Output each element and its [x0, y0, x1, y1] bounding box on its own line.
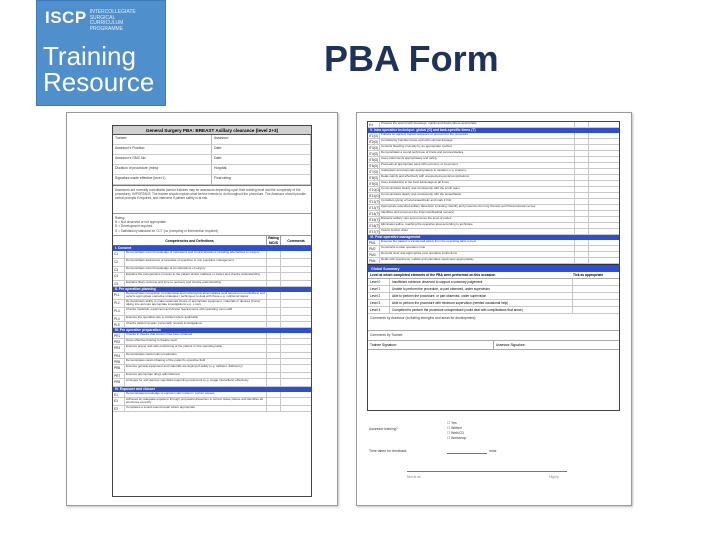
criterion-rating-cell [267, 398, 281, 405]
criterion-text: Uses instruments appropriately and safely [380, 157, 575, 162]
criterion-code: C2 [113, 259, 125, 266]
criterion-text: Ensures proper and safe positioning of the patient on the operating table [125, 345, 267, 352]
criterion-text: Demonstrates careful skin preparation [125, 353, 267, 358]
level-code: Level 2 [368, 293, 390, 299]
criterion-rating-cell [267, 333, 281, 338]
criterion-text: Consistently handles tissue well with minimal damage [380, 139, 575, 144]
criterion-comment-cell [589, 246, 619, 251]
global-summary-level-row [368, 307, 619, 314]
logo-top-row [45, 9, 146, 32]
criterion-rating-cell [575, 193, 589, 198]
criterion-code: IT16(T) [369, 224, 380, 228]
feedback-time-line [447, 453, 487, 454]
criterion-rating-cell [267, 406, 281, 411]
criterion-code: PR6 [113, 365, 125, 372]
criterion-text: Deals calmly and effectively with unexpected events/complications [380, 175, 575, 180]
criterion-rating-cell [267, 316, 281, 321]
criterion-code: IT12(T) [369, 200, 380, 204]
criterion-rating-cell [267, 365, 281, 372]
level-description: Unable to perform the procedure, or part observed, under supervision [390, 286, 573, 292]
criterion-comment-cell [281, 267, 311, 272]
criterion-comment-cell [589, 258, 619, 263]
criterion-rating-cell [575, 181, 589, 186]
level-description: Competent to perform the procedure unsupervised (could deal with complications that arose) [390, 307, 573, 313]
pba-form-page-1 [66, 112, 338, 506]
criterion-rating-cell [267, 392, 281, 397]
criterion-text: Completes a sound wound repair where appropriate [125, 406, 267, 411]
criterion-comment-cell [589, 205, 619, 210]
criterion-text: Achieves an adequate exposure through purposeful dissection in correct tissue planes and identifies all structures correctly [125, 398, 267, 405]
assessor-training-section [367, 413, 620, 493]
criterion-rating-cell [575, 133, 589, 138]
criterion-text: Communicates clearly and consistently with the scrub team [380, 187, 575, 192]
criterion-comment-cell [589, 229, 619, 234]
criterion-text: Proceeds at appropriate pace with economy of movement [380, 163, 575, 168]
criterion-code: PL3 [113, 308, 125, 315]
criterion-rating-cell [575, 151, 589, 156]
slide-title: PBA Form [324, 38, 499, 79]
criterion-row [113, 292, 311, 300]
rating-note-line: D = Development required [115, 224, 153, 229]
section-heading: I. Consent [113, 246, 311, 251]
criterion-code: IT15(T) [369, 218, 380, 222]
iscp-training-resource-logo [36, 0, 166, 106]
pba-form-page-2 [356, 112, 632, 506]
rating-note-line: Rating: [115, 216, 126, 220]
criterion-rating-cell [575, 199, 589, 204]
criterion-code: PR5 [113, 359, 125, 364]
criterion-comment-cell [589, 122, 619, 127]
criterion-comment-cell [281, 339, 311, 344]
criterion-rating-cell [267, 359, 281, 364]
criterion-text: Ensures the operation site is marked where applicable [125, 316, 267, 321]
criterion-code: IT10(G) [369, 188, 380, 192]
criterion-comment-cell [281, 365, 311, 372]
scale-left-label: Not at all [407, 475, 421, 479]
criterion-text: Explains the perioperative process to the patient and/or relatives or carers and checks understanding [125, 273, 267, 280]
criterion-rating-cell [575, 211, 589, 216]
level-code: Level 3 [368, 300, 390, 306]
criterion-code: PL1 [113, 292, 125, 299]
global-summary-levels [368, 279, 619, 314]
criterion-comment-cell [281, 379, 311, 386]
criterion-code: IT13(T) [369, 206, 380, 210]
training-option: ☐ Written [447, 426, 466, 431]
criterion-rating-cell [267, 259, 281, 266]
criterion-rating-cell [267, 281, 281, 286]
scale-right-label: Highly [549, 475, 559, 479]
criterion-text: Demonstrates sound knowledge of complications of surgery [125, 267, 267, 272]
competency-sections [113, 246, 311, 412]
criterion-text: Follows an agreed, logical sequence or protocol for the procedure [380, 133, 575, 138]
criterion-text: Communicates clearly and consistently with the anaesthetist [380, 193, 575, 198]
criterion-code: C5 [113, 281, 125, 286]
criterion-code: PM4 [368, 258, 380, 263]
level-code: Level 1 [368, 286, 390, 292]
criterion-code: PM2 [368, 246, 380, 251]
criterion-comment-cell [281, 353, 311, 358]
criterion-rating-cell [575, 187, 589, 192]
criterion-code: PL2 [113, 300, 125, 307]
trainee-comments-box: Comments by Trainee: [368, 331, 619, 341]
criterion-code: IT2(G) [369, 140, 379, 144]
criterion-comment-cell [281, 292, 311, 299]
criterion-code: PR4 [113, 353, 125, 358]
level-description: Able to perform the procedure with minimum supervision (needed occasional help) [390, 300, 573, 306]
criterion-code: PR3 [113, 345, 125, 352]
pba-form-page-2-content [367, 121, 620, 411]
criterion-row [113, 398, 311, 406]
logo-sub-line: PROGRAMME [89, 25, 124, 32]
criterion-comment-cell [281, 392, 311, 397]
criterion-code: IT1(G) [369, 134, 379, 138]
criterion-comment-cell [589, 133, 619, 138]
criterion-rating-cell [575, 169, 589, 174]
criterion-comment-cell [589, 240, 619, 245]
criterion-text: Anticipates and responds appropriately to variation e.g. anatomy [380, 169, 575, 174]
criterion-text: Explains likely outcome and time to recovery and checks understanding [125, 281, 267, 286]
criterion-code: E4 [368, 122, 380, 127]
criterion-code: PM3 [368, 252, 380, 257]
criterion-rating-cell [267, 273, 281, 280]
criterion-text: Checks in theatre that consent has been obtained [125, 333, 267, 338]
competency-table-header [113, 236, 311, 246]
gs-col-level: Level at which completed elements of the PBA were performed on this occasion [370, 273, 496, 277]
col-comments: Comments [287, 239, 305, 243]
criterion-comment-cell [589, 163, 619, 168]
criterion-comment-cell [281, 333, 311, 338]
criterion-text: Eliminates saline, reaching the operative area according to technique [380, 223, 575, 228]
criterion-code: IT17(T) [369, 230, 380, 234]
criterion-rating-cell [575, 205, 589, 210]
criterion-comment-cell [589, 211, 619, 216]
criterion-code: C3 [113, 267, 125, 272]
criterion-comment-cell [281, 406, 311, 411]
rating-note-line: S = Satisfactory standard for CCT (no prompting or intervention required) [115, 228, 218, 233]
criterion-rating-cell [267, 267, 281, 272]
criterion-text: Checks materials, equipment and device requirements with operating room staff [125, 308, 267, 315]
logo-acronym: ISCP [45, 8, 87, 27]
training-option: ☐ Web/CD [447, 431, 466, 436]
criterion-comment-cell [281, 316, 311, 321]
criterion-text: Demonstrates recognition of anatomical and pathological abnormalities (and relevant co-morbidities) and selects appropriate operative strategies / techniques to deal with these e.g. nutritional status [125, 292, 267, 299]
logo-sub-line: CURRICULUM [89, 20, 124, 26]
criterion-text: Protects the wound with dressings, splints and drains where appropriate [380, 122, 575, 127]
criterion-code: PL4 [113, 316, 125, 321]
criterion-comment-cell [281, 398, 311, 405]
criterion-code: IT4(G) [369, 152, 379, 156]
training-option: ☐ Yes [447, 421, 466, 426]
criterion-text: Arranges for and deploys specialist supporting equipment (e.g. image intensifiers) effectively [125, 379, 267, 386]
criterion-code: IT7(G) [369, 170, 379, 174]
criterion-row [113, 273, 311, 281]
criterion-comment-cell [589, 252, 619, 257]
criterion-code: PR2 [113, 339, 125, 344]
criterion-comment-cell [281, 345, 311, 352]
criterion-row [113, 406, 311, 412]
criterion-row [113, 251, 311, 259]
feedback-time-label: Time taken for feedback [369, 449, 407, 453]
section-heading: III. Pre operative preparation [113, 328, 311, 333]
criterion-rating-cell [267, 300, 281, 307]
criterion-comment-cell [281, 300, 311, 307]
criterion-rating-cell [575, 157, 589, 162]
criterion-text: Demonstrates awareness of sequelae of operative or non operative management [125, 259, 267, 266]
info-field: Trainee: [113, 135, 212, 145]
criterion-rating-cell [575, 246, 589, 251]
info-field: Final rating [212, 175, 311, 185]
signature-row [368, 341, 619, 350]
trainee-info-grid [113, 135, 311, 186]
criterion-code: IT5(G) [369, 158, 379, 162]
criterion-rating-cell [575, 139, 589, 144]
info-field: Assessor's Position: [113, 145, 212, 155]
criterion-text: Demonstrates sound knowledge of indications and contraindications including alternatives to surgery [125, 251, 267, 258]
level-code: Level 0 [368, 279, 390, 285]
criterion-row [113, 308, 311, 316]
feedback-time-unit: mins [489, 449, 497, 453]
criterion-text: Deals with specimens. Labels and orientates specimens appropriately [380, 258, 575, 263]
global-summary-heading: Global Summary [368, 264, 619, 272]
criterion-comment-cell [281, 359, 311, 364]
logo-sub-line: INTERCOLLEGIATE [89, 9, 136, 15]
criterion-code: IT11(G) [369, 194, 380, 198]
criterion-text: Uses assistant(s) to the best advantage at all times [380, 181, 575, 186]
criterion-text: Considers giving of local anaesthetic and mark it first [380, 199, 575, 204]
criterion-comment-cell [589, 145, 619, 150]
col-competencies: Competencies and Definitions [113, 236, 267, 245]
criterion-comment-cell [589, 151, 619, 156]
criterion-rating-cell [267, 308, 281, 315]
criterion-comment-cell [281, 259, 311, 266]
criterion-code: E1 [113, 392, 125, 397]
criterion-code: PR1 [113, 333, 125, 338]
criterion-comment-cell [589, 187, 619, 192]
criterion-code: PR7 [113, 373, 125, 378]
rating-note-line: N = Not observed or not appropriate [115, 220, 166, 225]
info-field: Date: [212, 145, 311, 155]
criterion-rating-cell [575, 175, 589, 180]
level-code: Level 4 [368, 307, 390, 313]
criterion-comment-cell [589, 193, 619, 198]
criterion-comment-cell [281, 308, 311, 315]
criterion-comment-cell [281, 373, 311, 378]
criterion-code: IT9(G) [369, 182, 379, 186]
criterion-rating-cell [575, 163, 589, 168]
criterion-text: Demonstrates careful draping of the patient's operative field [125, 359, 267, 364]
criterion-rating-cell [575, 258, 589, 263]
criterion-comment-cell [589, 157, 619, 162]
training-option: ☐ Workshop [447, 436, 466, 441]
criterion-text: Records clear and appropriate post operative instructions [380, 252, 575, 257]
criterion-comment-cell [589, 217, 619, 222]
criterion-comment-cell [589, 169, 619, 174]
criterion-text: Checks patient records, personally reviews investigations [125, 322, 267, 327]
criterion-rating-cell [267, 322, 281, 327]
criterion-rating-cell [267, 292, 281, 299]
criterion-code: PM1 [368, 240, 380, 245]
criterion-code: E3 [113, 406, 125, 411]
assessor-comments-box: Comments by Assessor (including strengths and areas for development): [368, 314, 619, 331]
level-tick-cell [573, 300, 619, 306]
assessor-training-options [447, 421, 466, 441]
global-summary-level-row [368, 286, 619, 293]
criterion-rating-cell [267, 379, 281, 386]
section-heading: II. Pre operation planning [113, 287, 311, 292]
criterion-comment-cell [281, 251, 311, 258]
criterion-rating-cell [267, 345, 281, 352]
criterion-code: IT3(G) [369, 146, 379, 150]
criterion-code: IT6(G) [369, 164, 379, 168]
criterion-rating-cell [575, 229, 589, 234]
criterion-comment-cell [589, 175, 619, 180]
criterion-row [113, 345, 311, 353]
form-title: General Surgery PBA: BREAST Axillary clearance (level 2+3) [113, 126, 311, 135]
criterion-rating-cell [575, 122, 589, 127]
info-field: Assessor: [212, 135, 311, 145]
info-field: Date: [212, 155, 311, 165]
criterion-comment-cell [281, 322, 311, 327]
criterion-code: PR8 [113, 379, 125, 386]
gs-col-tick: Tick as appropriate [573, 273, 604, 277]
level-tick-cell [573, 279, 619, 285]
criterion-comment-cell [589, 199, 619, 204]
logo-subtitle [90, 10, 146, 32]
criterion-code: C1 [113, 251, 125, 258]
info-field: Hospital: [212, 165, 311, 175]
criterion-text: Demonstrates knowledge of optimum skin incision / portal / access [125, 392, 267, 397]
criterion-code: E2 [113, 398, 125, 405]
assessor-instructions: Assessors are normally consultants (senior trainees may be assessors depending upon their training level and the complexity of the procedure). IMPORTANT: The trainee should explain what he/she intends to do throughout the procedure. The Assessor should provide verbal prompts if required, and intervene if patient safety is at risk. [113, 186, 311, 214]
criterion-text: Ensures the patient is transferred safely from the operating table to bed [380, 240, 575, 245]
criterion-comment-cell [281, 281, 311, 286]
technique-sections [368, 128, 619, 264]
criterion-text: Appropriate extended axillary dissection including: identify and preserves the long thoracic and thoracodorsal nerves [380, 205, 575, 210]
criterion-row [113, 259, 311, 267]
assessor-training-label: Assessor training? [369, 427, 398, 431]
criterion-rating-cell [575, 240, 589, 245]
level-tick-cell [573, 286, 619, 292]
info-field: Duration of procedure (mins): [113, 165, 212, 175]
criterion-text: Dissects axillary vein and removes the level of nodes [380, 217, 575, 222]
logo-word-training: Training [43, 41, 136, 71]
criterion-text: Gives effective briefing to theatre team [125, 339, 267, 344]
col-rating: Rating N/D/S [267, 236, 281, 245]
logo-sub-line: SURGICAL [89, 14, 116, 21]
criterion-text: Constructs a clear operation note [380, 246, 575, 251]
criterion-text: Demonstrates ability to make reasoned choice of appropriate equipment, materials or devices (if any) taking into account appropriate investigations e.g. x-rays [125, 300, 267, 307]
level-tick-cell [573, 307, 619, 313]
global-summary-level-row [368, 293, 619, 300]
criterion-text: Inserts suction drain [380, 229, 575, 234]
criterion-text: Demonstrates a sound technique of knots and sutures/staples [380, 151, 575, 156]
criterion-rating-cell [267, 251, 281, 258]
criterion-comment-cell [589, 223, 619, 228]
trainee-signature: Trainee Signature: [370, 343, 398, 347]
section-heading: V. Intra operative technique: global (G) and task-specific items (T) [368, 128, 619, 133]
rating-notes [113, 214, 311, 236]
global-summary-header [368, 272, 619, 279]
pba-form-page-1-content [112, 125, 312, 497]
level-description: Insufficient evidence observed to support a summary judgement [390, 279, 573, 285]
criterion-rating-cell [267, 373, 281, 378]
criterion-rating-cell [267, 353, 281, 358]
criterion-rating-cell [575, 223, 589, 228]
criterion-comment-cell [589, 181, 619, 186]
criterion-code: IT14(T) [369, 212, 380, 216]
level-description: Able to perform the procedure, or part observed, under supervision [390, 293, 573, 299]
section-heading: IV. Exposure and closure [113, 387, 311, 392]
global-summary-level-row [368, 300, 619, 307]
criterion-text: Identifies and preserves the intercostobrachial nerve(s) [380, 211, 575, 216]
criterion-text: Ensures general equipment and materials are deployed safely (e.g. catheter, diathermy) [125, 365, 267, 372]
criterion-rating-cell [575, 217, 589, 222]
level-tick-cell [573, 293, 619, 299]
section-heading: VI. Post operative management [368, 235, 619, 240]
criterion-rating-cell [575, 145, 589, 150]
criterion-comment-cell [589, 139, 619, 144]
satisfaction-scale-line [407, 471, 567, 472]
criterion-rating-cell [575, 252, 589, 257]
criterion-comment-cell [281, 273, 311, 280]
logo-word-resource: Resource [43, 67, 155, 97]
criterion-text: Ensures appropriate drugs administered [125, 373, 267, 378]
info-field: Signature made effective (level 1) [113, 175, 212, 185]
criterion-text: Controls bleeding promptly by an appropriate method [380, 145, 575, 150]
criterion-row [113, 300, 311, 308]
criterion-code: C4 [113, 273, 125, 280]
criterion-code: IT8(G) [369, 176, 379, 180]
criterion-row [113, 365, 311, 373]
assessor-signature: Assessor Signature: [493, 341, 619, 349]
criterion-rating-cell [267, 339, 281, 344]
criterion-row [113, 379, 311, 387]
info-field: Assessor's GMC No: [113, 155, 212, 165]
criterion-code: PL5 [113, 322, 125, 327]
global-summary-level-row [368, 279, 619, 286]
